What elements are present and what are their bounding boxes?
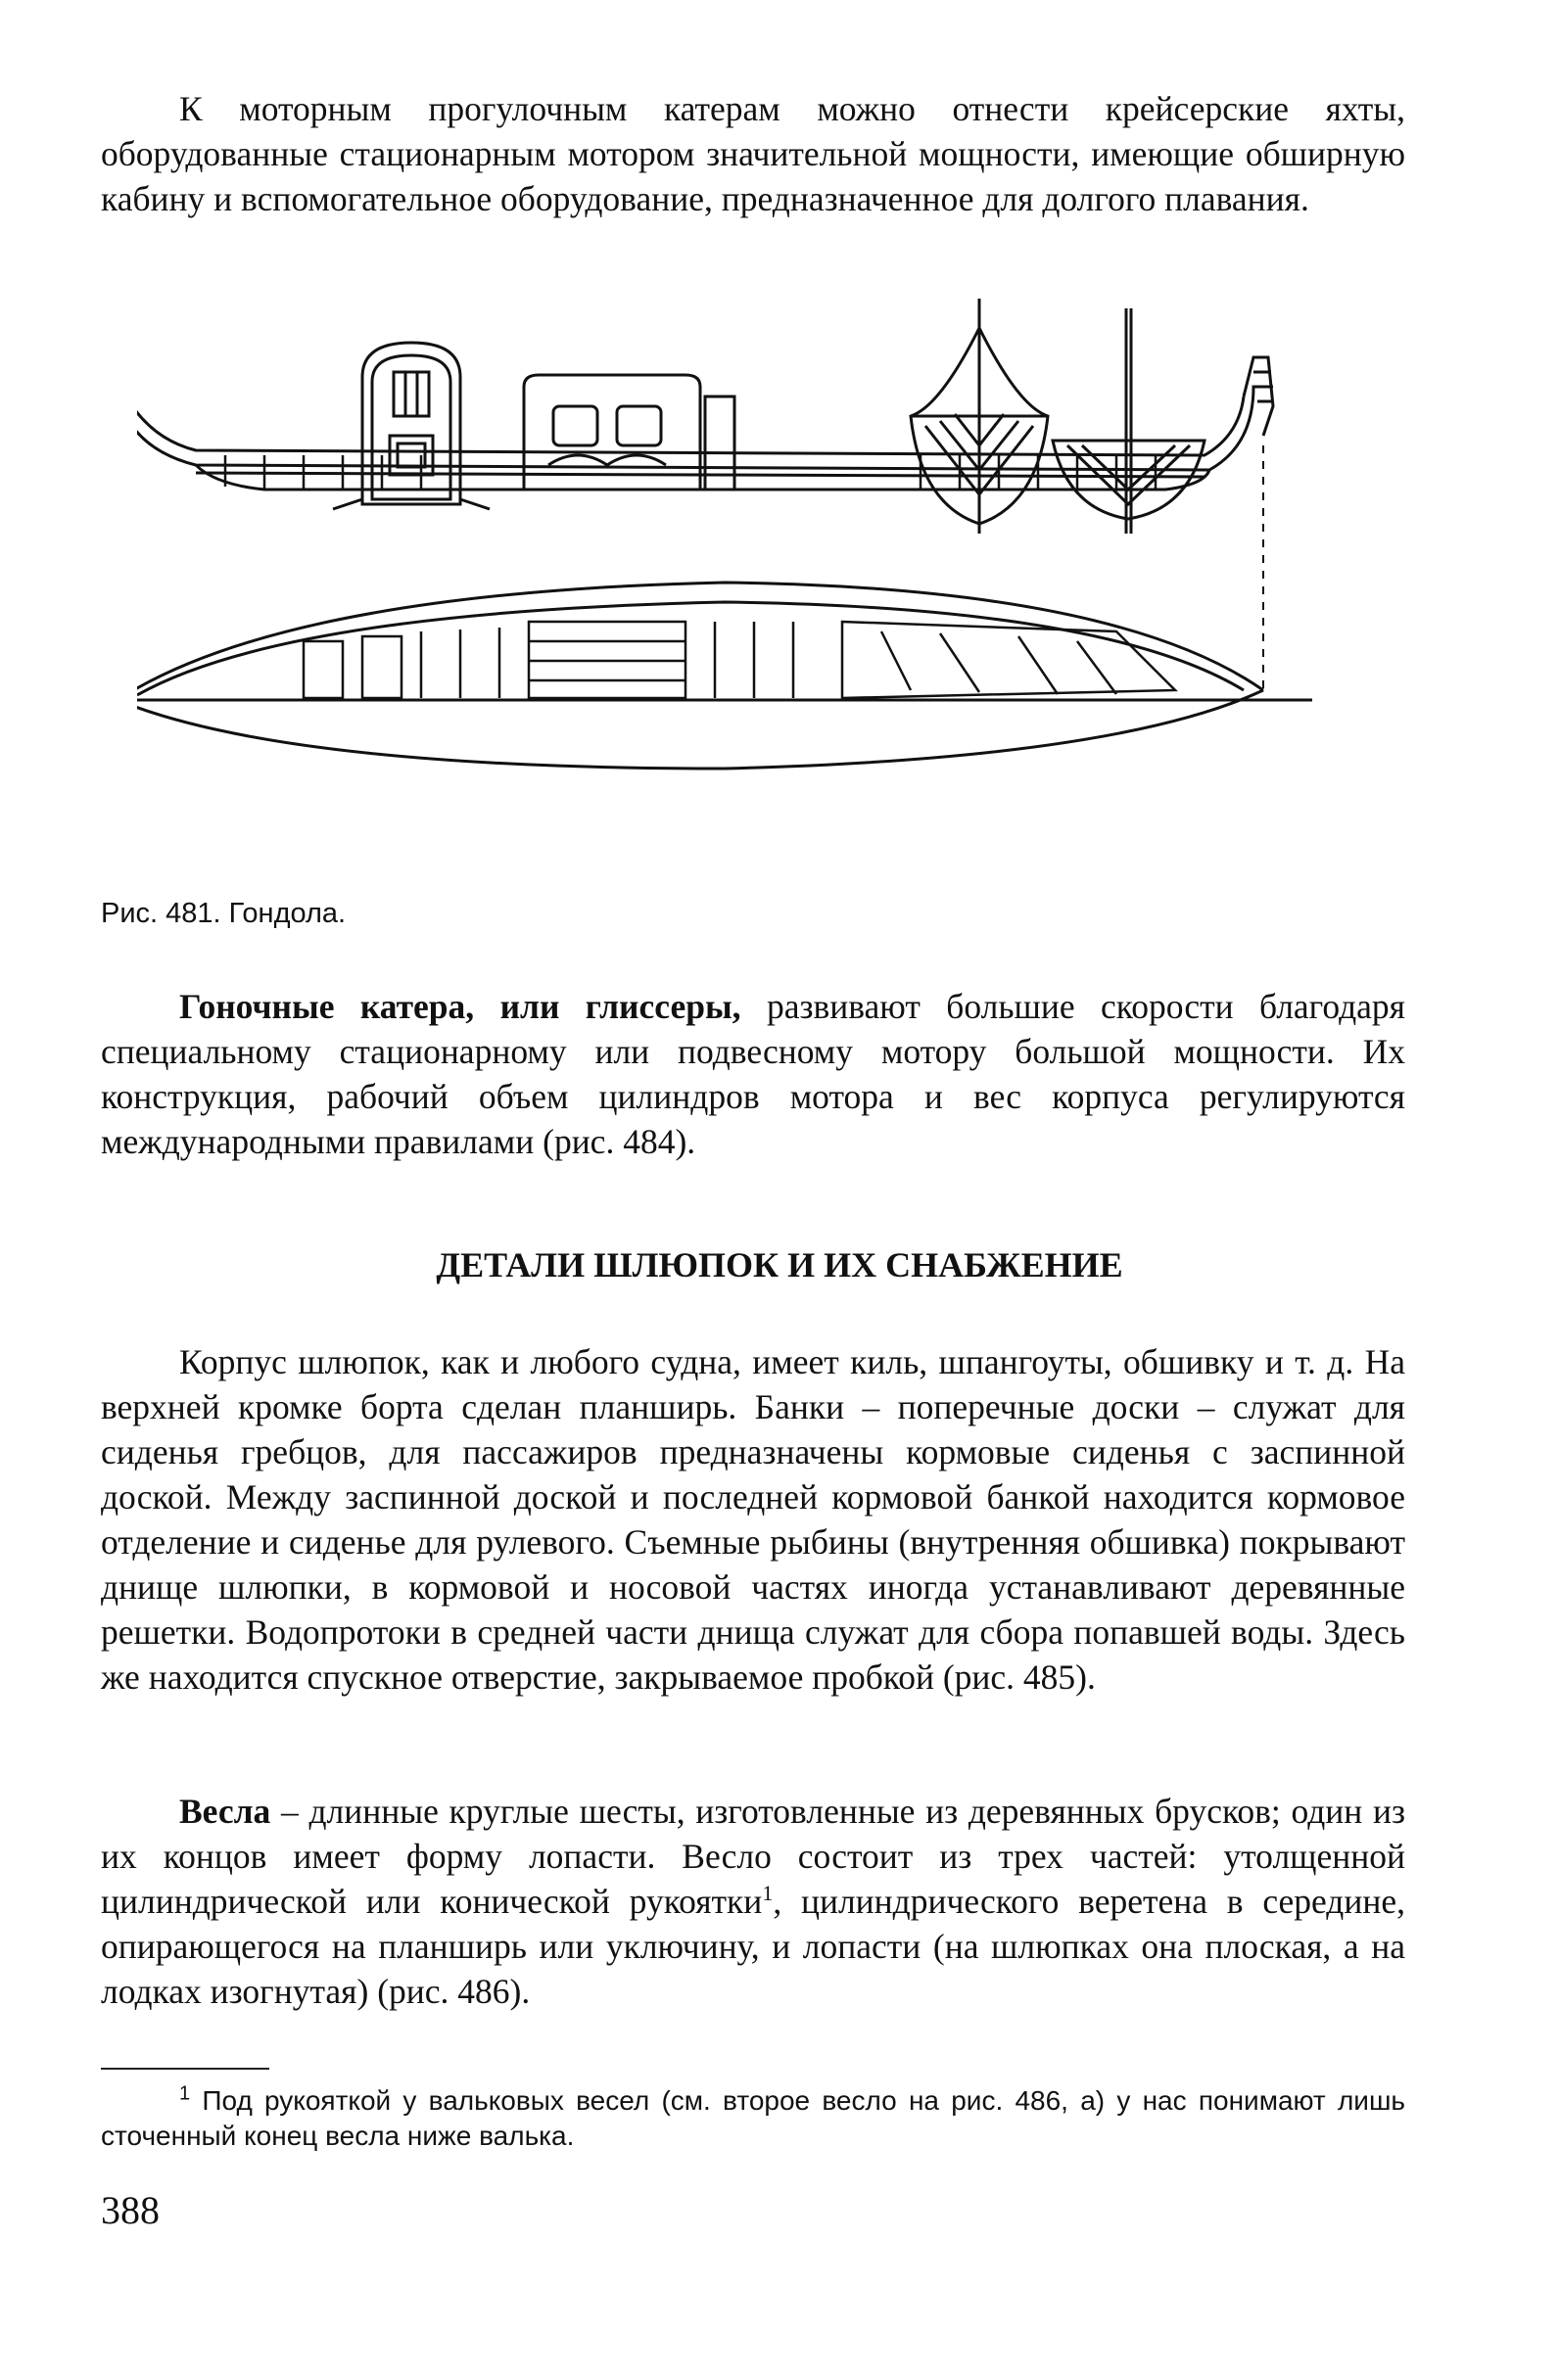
figure-caption: Рис. 481. Гондола.: [101, 898, 347, 929]
term-oars: Весла: [179, 1792, 271, 1831]
footnote-reference: 1: [762, 1881, 774, 1906]
paragraph-oars-text-b: , цилиндрического веретена в середине, опирающегося на планширь или уключину, и лопасти (на шлюпках она плоская, а на лодках изогнутая) (рис. 486).: [101, 1882, 1405, 2011]
gondola-side-profile: [137, 357, 1273, 490]
cabin-end-view: [333, 343, 490, 509]
hull-section-mast-view: [1053, 308, 1205, 534]
paragraph-oars: [101, 1789, 1405, 2014]
gondola-plan-view: [137, 583, 1312, 769]
footnote-divider: [101, 2068, 269, 2070]
paragraph-oars-text-a: – длинные круглые шесты, изготовленные из деревянных брусков; один из их концов имеет форму лопасти. Весло состоит из трех частей: утолщенной цилиндрической или конической рукоятки: [101, 1792, 1405, 1921]
gondola-illustration: [137, 299, 1410, 808]
page-number: 388: [101, 2188, 160, 2232]
footnote-text: Под рукояткой у вальковых весел (см. второе весло на рис. 486, а) у нас понимают лишь сточенный конец весла ниже валька.: [101, 2085, 1405, 2151]
term-racing-boats: Гоночные катера, или глиссеры,: [179, 987, 741, 1026]
paragraph-racing-boats: [101, 984, 1405, 1164]
hull-section-bow-view: [911, 299, 1048, 534]
paragraph-boat-hull: Корпус шлюпок, как и любого судна, имеет киль, шпангоуты, обшивку и т. д. На верхней кромке борта сделан планширь. Банки – поперечные доски – служат для сиденья гребцов, для пассажиров предназначены кормовые сиденья с заспинной доской. Между заспинной доской и последней кормовой банкой находится кормовое отделение и сиденье для рулевого. Съемные рыбины (внутренняя обшивка) покрывают днище шлюпки, в кормовой и носовой частях иногда устанавливают деревянные решетки. Водопротоки в средней части днища служат для сбора попавшей воды. Здесь же находится спускное отверстие, закрываемое пробкой (рис. 485).: [101, 1342, 1405, 1697]
section-heading: ДЕТАЛИ ШЛЮПОК И ИХ СНАБЖЕНИЕ: [436, 1245, 1123, 1284]
paragraph-cruiser-yachts: К моторным прогулочным катерам можно отнести крейсерские яхты, оборудованные стационарным мотором значительной мощности, имеющие обширную кабину и вспомогательное оборудование, предназначенное для долгого плавания.: [101, 89, 1405, 218]
footnote: [101, 2083, 1405, 2154]
footnote-mark: 1: [179, 2082, 191, 2105]
paragraph-racing-boats-text: развивают большие скорости благодаря специальному стационарному или подвесному мотору большой мощности. Их конструкция, рабочий объем цилиндров мотора и вес корпуса регулируются международными правилами (рис. 484).: [101, 987, 1405, 1161]
